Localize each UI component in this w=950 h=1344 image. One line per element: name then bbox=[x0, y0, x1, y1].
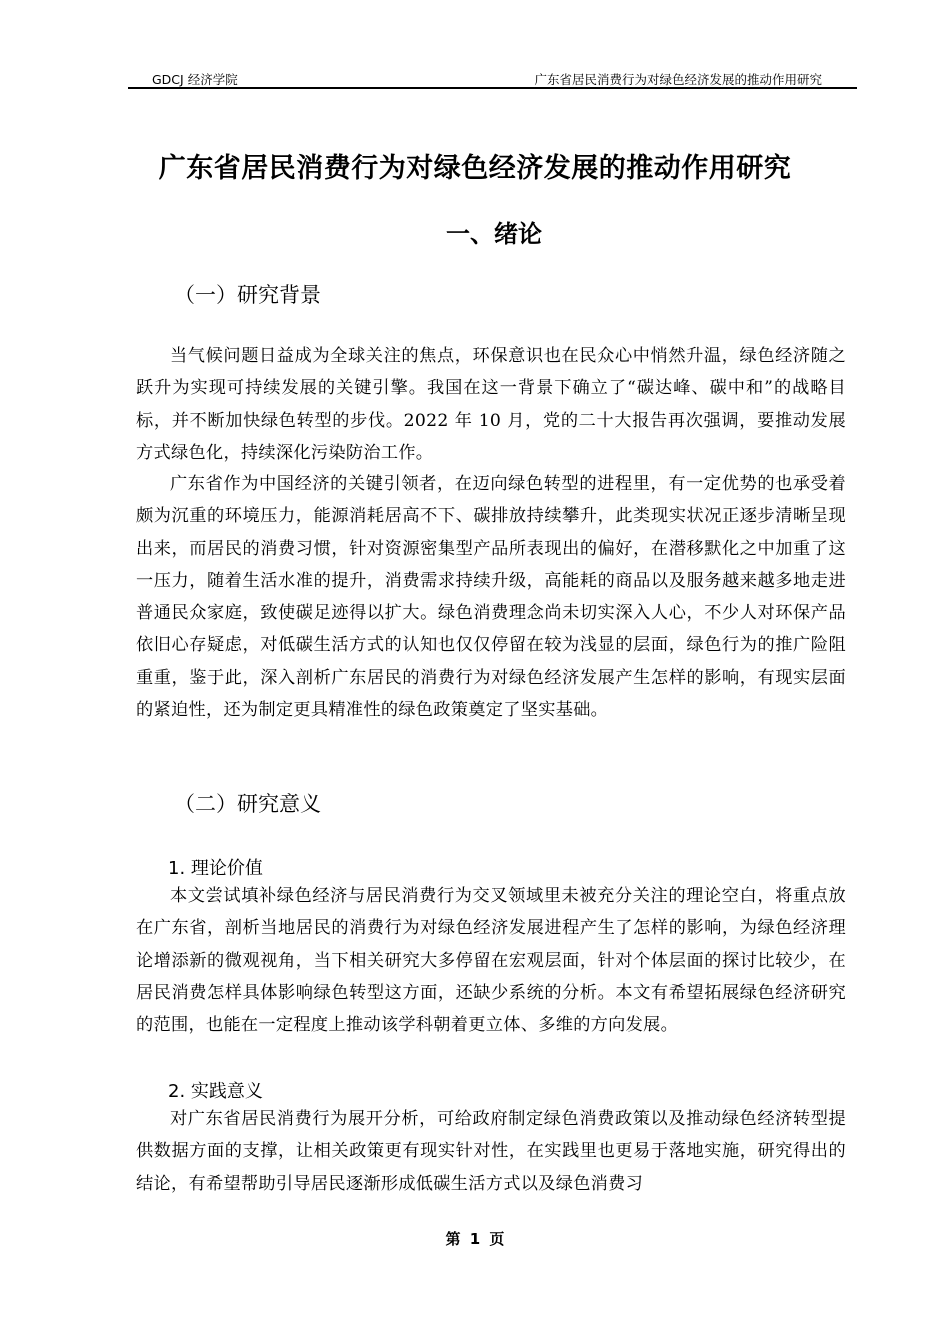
subsection-heading-practice: 2. 实践意义 bbox=[168, 1081, 263, 1102]
subsection-heading-theory: 1. 理论价值 bbox=[168, 858, 263, 879]
section-heading-significance: （二）研究意义 bbox=[174, 792, 321, 816]
header-institution: GDCJ 经济学院 bbox=[152, 72, 238, 87]
header-divider bbox=[128, 87, 857, 89]
header-running-title: 广东省居民消费行为对绿色经济发展的推动作用研究 bbox=[534, 72, 822, 87]
section-heading-background: （一）研究背景 bbox=[174, 283, 321, 307]
chapter-heading: 一、绪论 bbox=[446, 220, 542, 248]
background-paragraph-2: 广东省作为中国经济的关键引领者，在迈向绿色转型的进程里，有一定优势的也承受着颇为沉重的环境压力，能源消耗居高不下、碳排放持续攀升，此类现实状况正逐步清晰呈现出来，而居民的消费习惯，针对资源密集型产品所表现出的偏好，在潜移默化之中加重了这一压力，随着生活水准的提升，消费需求持续升级，高能耗的商品以及服务越来越多地走进普通民众家庭，致使碳足迹得以扩大。绿色消费理念尚未切实深入人心，不少人对环保产品依旧心存疑虑，对低碳生活方式的认知也仅仅停留在较为浅显的层面，绿色行为的推广险阻重重，鉴于此，深入剖析广东居民的消费行为对绿色经济发展产生怎样的影响，有现实层面的紧迫性，还为制定更具精准性的绿色政策奠定了坚实基础。 bbox=[136, 474, 846, 721]
background-paragraph-1: 当气候问题日益成为全球关注的焦点，环保意识也在民众心中悄然升温，绿色经济随之跃升为实现可持续发展的关键引擎。我国在这一背景下确立了“碳达峰、碳中和”的战略目标，并不断加快绿色转型的步伐。2022 年 10 月，党的二十大报告再次强调，要推动发展方式绿色化，持续深化污染防治工作。 bbox=[136, 346, 846, 463]
practice-paragraph: 对广东省居民消费行为展开分析，可给政府制定绿色消费政策以及推动绿色经济转型提供数据方面的支撑，让相关政策更有现实针对性，在实践里也更易于落地实施，研究得出的结论，有希望帮助引导居民逐渐形成低碳生活方式以及绿色消费习 bbox=[136, 1109, 846, 1194]
theory-paragraph: 本文尝试填补绿色经济与居民消费行为交叉领域里未被充分关注的理论空白，将重点放在广东省，剖析当地居民的消费行为对绿色经济发展进程产生了怎样的影响，为绿色经济理论增添新的微观视角，当下相关研究大多停留在宏观层面，针对个体层面的探讨比较少，在居民消费怎样具体影响绿色转型这方面，还缺少系统的分析。本文有希望拓展绿色经济研究的范围，也能在一定程度上推动该学科朝着更立体、多维的方向发展。 bbox=[136, 886, 846, 1036]
paper-title: 广东省居民消费行为对绿色经济发展的推动作用研究 bbox=[158, 153, 792, 184]
page-number: 第 1 页 bbox=[445, 1230, 505, 1248]
